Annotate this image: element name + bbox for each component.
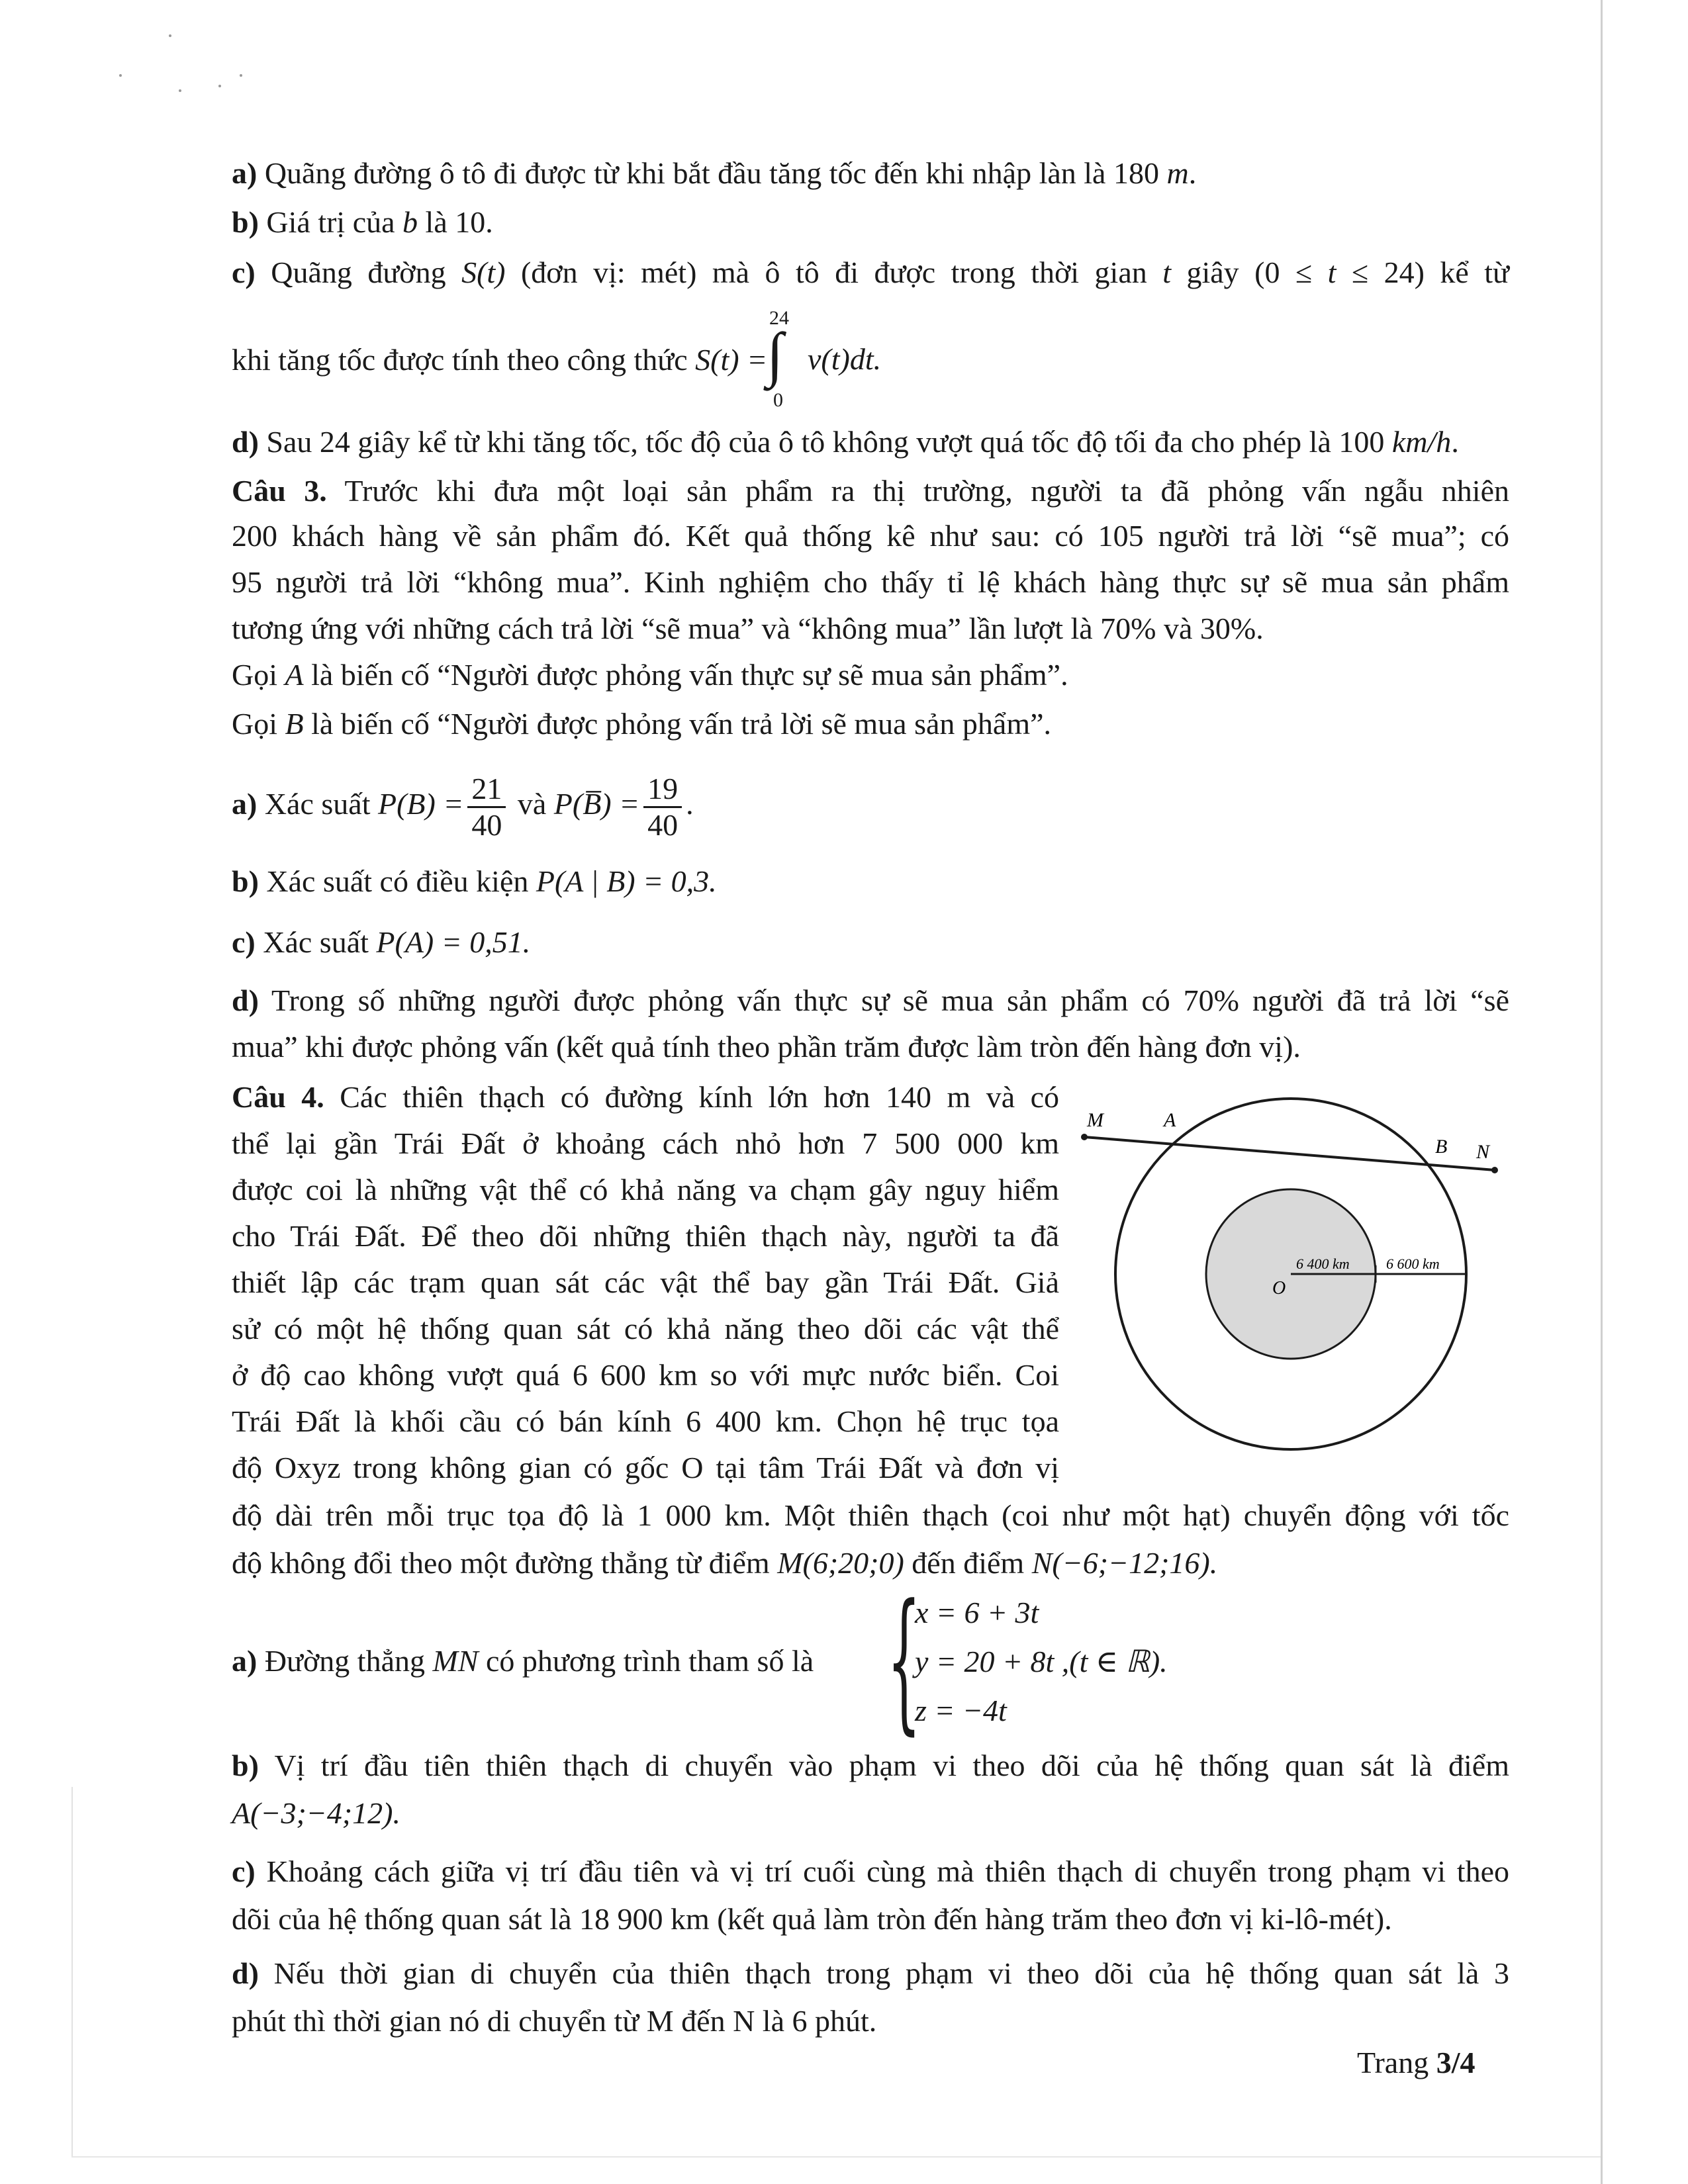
label-observation-altitude: 6 600 km (1386, 1255, 1440, 1272)
label-a: A (1164, 1109, 1176, 1131)
q3-option-c: c) Xác suất P(A) = 0,51. (232, 925, 531, 959)
integrand: v(t)dt. (808, 342, 882, 376)
label-m: M (1087, 1109, 1103, 1131)
system-brace: { (887, 1572, 921, 1749)
q4-line-10: độ dài trên mỗi trục tọa độ là 1 000 km. Một thiên thạch (coi như một hạt) chuyển động với tốc (232, 1498, 1509, 1532)
q2-option-b: b) Giá trị của b là 10. (232, 205, 493, 239)
scan-speck (179, 89, 181, 92)
page-number: Trang 3/4 (1357, 2046, 1476, 2079)
q4-line-9: độ Oxyz trong không gian có gốc O tại tâm Trái Đất và đơn vị (232, 1451, 1059, 1484)
q3-intro-line-4: tương ứng với những cách trả lời “sẽ mua” và “không mua” lần lượt là 70% và 30%. (232, 612, 1264, 645)
q3-option-b: b) Xác suất có điều kiện P(A | B) = 0,3. (232, 864, 717, 898)
q4-option-b-line-1: b) Vị trí đầu tiên thiên thạch di chuyển vào phạm vi theo dõi của hệ thống quan sát là điểm (232, 1749, 1509, 1782)
option-label: b) (232, 205, 259, 239)
q3-option-a: a) Xác suất P(B) = $\frac{21}{40}$ và P(B̅) = $\frac{19}{40}$ . (232, 771, 694, 842)
parametric-system (887, 1572, 1205, 1749)
q3-option-d-line-1: d) Trong số những người được phỏng vấn thực sự sẽ mua sản phẩm có 70% người đã trả lời “sẽ (232, 983, 1509, 1017)
option-label: c) (232, 1854, 256, 1888)
meteor-path-line (1084, 1137, 1495, 1170)
formula-s: S(t) = (695, 343, 768, 377)
question-title: Câu 4. (232, 1080, 324, 1114)
q2-option-d: d) Sau 24 giây kể từ khi tăng tốc, tốc độ của ô tô không vượt quá tốc độ tối đa cho phép là 100 km/h. (232, 425, 1459, 459)
label-o: O (1272, 1278, 1286, 1298)
scan-edge-bottom (71, 2156, 1601, 2158)
point-m (1081, 1134, 1088, 1140)
option-label: d) (232, 425, 259, 459)
scan-edge-left (71, 1787, 73, 2158)
option-label: d) (232, 1956, 259, 1990)
q4-line-7: ở độ cao không vượt quá 6 600 km so với mực nước biển. Coi (232, 1358, 1059, 1392)
integral-lower-limit: 0 (773, 389, 783, 411)
scan-speck (240, 74, 242, 77)
q2-option-c-formula-line: khi tăng tốc được tính theo công thức S(t) = (232, 343, 768, 377)
q3-event-a: Gọi A là biến cố “Người được phỏng vấn thực sự sẽ mua sản phẩm”. (232, 658, 1068, 692)
q3-option-d-line-2: mua” khi được phỏng vấn (kết quả tính theo phần trăm được làm tròn đến hàng đơn vị). (232, 1030, 1301, 1064)
q4-option-a: a) Đường thẳng MN có phương trình tham số là (232, 1644, 814, 1678)
q4-option-c-line-2: dõi của hệ thống quan sát là 18 900 km (kết quả làm tròn đến hàng trăm theo đơn vị ki-lô-mét). (232, 1902, 1392, 1936)
q3-event-b: Gọi B là biến cố “Người được phỏng vấn trả lời sẽ mua sản phẩm”. (232, 707, 1052, 741)
option-label: c) (232, 925, 256, 959)
option-label: b) (232, 1749, 259, 1782)
q4-line-8: Trái Đất là khối cầu có bán kính 6 400 km. Chọn hệ trục tọa (232, 1404, 1059, 1438)
q3-intro-line-3: 95 người trả lời “không mua”. Kinh nghiệm cho thấy tỉ lệ khách hàng thực sự sẽ mua sản phẩm (232, 565, 1509, 599)
earth-observation-diagram (1072, 1072, 1503, 1482)
integral-symbol: ∫ (767, 320, 784, 388)
scan-speck (218, 85, 221, 87)
integral-upper-limit: 24 (769, 307, 789, 329)
q2-option-c: c) Quãng đường S(t) (đơn vị: mét) mà ô tô đi được trong thời gian t giây (0 ≤ t ≤ 24) kể từ (232, 255, 1509, 289)
q4-line-11: độ không đổi theo một đường thẳng từ điểm M(6;20;0) đến điểm N(−6;−12;16). (232, 1546, 1218, 1580)
q4-line-4: cho Trái Đất. Để theo dõi những thiên thạch này, người ta đã (232, 1219, 1059, 1253)
q4-option-b-line-2: A(−3;−4;12). (232, 1796, 400, 1830)
scan-speck (169, 34, 171, 37)
fraction-21-40: $\frac{21}{40}$ (467, 772, 506, 842)
label-n: N (1476, 1141, 1490, 1163)
point-n (1491, 1167, 1498, 1173)
integral-expression (747, 307, 906, 411)
scan-speck (119, 74, 122, 77)
equation-x: x = 6 + 3t (915, 1596, 1039, 1629)
option-label: c) (232, 255, 256, 289)
q4-line-5: thiết lập các trạm quan sát các vật thể bay gần Trái Đất. Giả (232, 1265, 1059, 1299)
q4-option-d-line-2: phút thì thời gian nó di chuyển từ M đến N là 6 phút. (232, 2004, 877, 2038)
q4-line-2: thể lại gần Trái Đất ở khoảng cách nhỏ hơn 7 500 000 km (232, 1126, 1059, 1160)
q4-option-c-line-1: c) Khoảng cách giữa vị trí đầu tiên và vị trí cuối cùng mà thiên thạch di chuyển trong phạm vi theo (232, 1854, 1509, 1888)
option-label: a) (232, 787, 258, 821)
option-label: a) (232, 156, 258, 190)
q4-line-1: Câu 4. Các thiên thạch có đường kính lớn hơn 140 m và có (232, 1080, 1059, 1114)
option-label: b) (232, 864, 259, 898)
label-b: B (1435, 1136, 1448, 1158)
fraction-19-40: $\frac{19}{40}$ (643, 772, 682, 842)
question-title: Câu 3. (232, 474, 327, 508)
equation-z: z = −4t (915, 1694, 1007, 1727)
scan-edge-right (1601, 0, 1603, 2184)
q4-line-3: được coi là những vật thể có khả năng va chạm gây nguy hiểm (232, 1173, 1059, 1206)
q3-intro-line-1: Câu 3. Trước khi đưa một loại sản phẩm ra thị trường, người ta đã phỏng vấn ngẫu nhiên (232, 474, 1509, 508)
q4-line-6: sử có một hệ thống quan sát có khả năng theo dõi các vật thể (232, 1312, 1059, 1345)
q2-option-a: a) Quãng đường ô tô đi được từ khi bắt đầu tăng tốc đến khi nhập làn là 180 m. (232, 156, 1197, 190)
q4-option-d-line-1: d) Nếu thời gian di chuyển của thiên thạch trong phạm vi theo dõi của hệ thống quan sát là 3 (232, 1956, 1509, 1990)
label-earth-radius: 6 400 km (1296, 1255, 1350, 1272)
option-label: a) (232, 1644, 258, 1678)
equation-y: y = 20 + 8t ,(t ∈ ℝ). (915, 1645, 1168, 1678)
q3-intro-line-2: 200 khách hàng về sản phẩm đó. Kết quả thống kê như sau: có 105 người trả lời “sẽ mua”; có (232, 519, 1509, 553)
option-label: d) (232, 983, 259, 1017)
